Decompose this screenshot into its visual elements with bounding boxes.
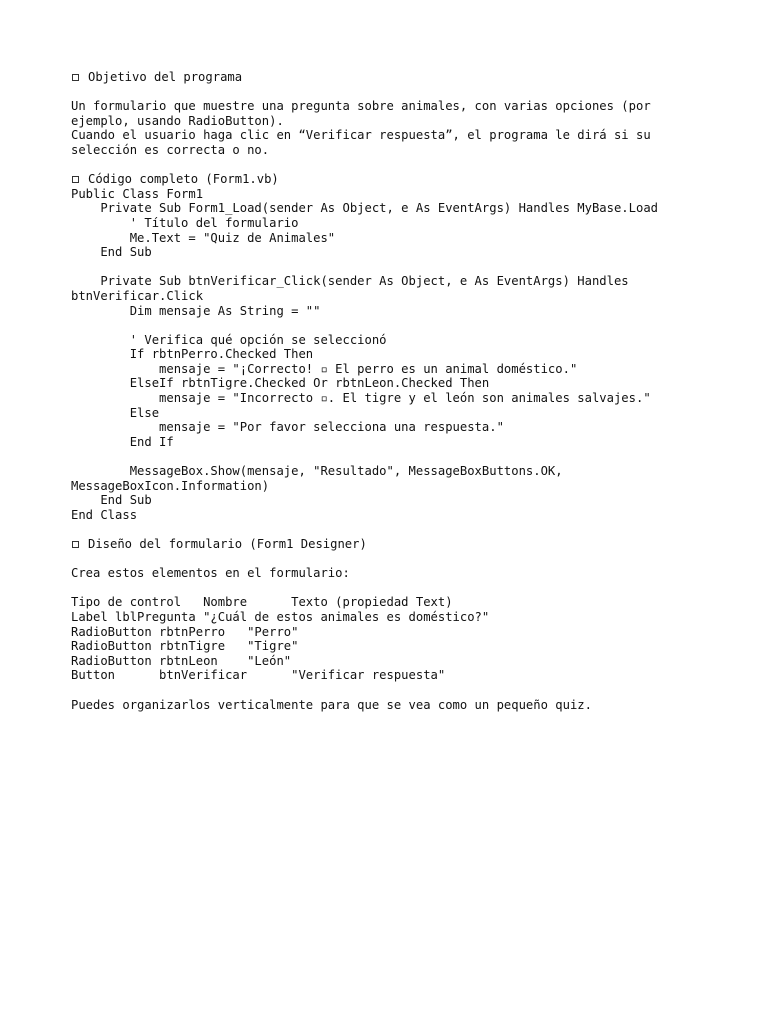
section-design-title: Diseño del formulario (Form1 Designer) bbox=[88, 537, 367, 551]
closing-text: Puedes organizarlos verticalmente para que se vea como un pequeño quiz. bbox=[71, 697, 592, 712]
code-line: btnVerificar.Click bbox=[71, 288, 204, 303]
code-line: End Sub bbox=[71, 245, 152, 260]
intro-line: Un formulario que muestre una pregunta sobre animales, con varias opciones (por bbox=[71, 99, 651, 114]
code-line: ElseIf rbtnTigre.Checked Or rbtnLeon.Checked Then bbox=[71, 376, 490, 391]
section-code-heading bbox=[71, 172, 751, 187]
code-line: End Sub bbox=[71, 493, 152, 508]
code-line: End If bbox=[71, 434, 174, 449]
intro-line: ejemplo, usando RadioButton). bbox=[71, 113, 284, 128]
code-line: mensaje = "Por favor selecciona una respuesta." bbox=[71, 420, 504, 435]
code-line: mensaje = "Incorrecto ▫. El tigre y el león son animales salvajes." bbox=[71, 391, 651, 406]
controls-table bbox=[71, 595, 751, 683]
instruction-text: Crea estos elementos en el formulario: bbox=[71, 566, 350, 581]
square-bullet-icon bbox=[72, 541, 79, 548]
code-line: Dim mensaje As String = "" bbox=[71, 303, 321, 318]
code-line: mensaje = "¡Correcto! ▫ El perro es un animal doméstico." bbox=[71, 361, 578, 376]
code-line: ' Título del formulario bbox=[71, 215, 299, 230]
code-line: End Class bbox=[71, 507, 138, 522]
code-line: If rbtnPerro.Checked Then bbox=[71, 347, 314, 362]
document-page bbox=[71, 70, 751, 712]
code-line: MessageBoxIcon.Information) bbox=[71, 478, 270, 493]
intro-line: Cuando el usuario haga clic en “Verificar respuesta”, el programa le dirá si su bbox=[71, 128, 651, 143]
section-design-heading bbox=[71, 537, 751, 552]
intro-line: selección es correcta o no. bbox=[71, 142, 270, 157]
code-line bbox=[71, 260, 751, 275]
controls-table-row: RadioButton rbtnPerro "Perro" bbox=[71, 624, 299, 639]
code-line: Private Sub btnVerificar_Click(sender As Object, e As EventArgs) Handles bbox=[71, 274, 629, 289]
code-line: ' Verifica qué opción se seleccionó bbox=[71, 332, 387, 347]
controls-table-row: Label lblPregunta "¿Cuál de estos animales es doméstico?" bbox=[71, 609, 490, 624]
controls-table-row: RadioButton rbtnLeon "León" bbox=[71, 653, 292, 668]
square-bullet-icon bbox=[72, 74, 79, 81]
controls-table-row: Button btnVerificar "Verificar respuesta" bbox=[71, 668, 446, 683]
code-line: Me.Text = "Quiz de Animales" bbox=[71, 230, 336, 245]
code-block bbox=[71, 187, 751, 523]
section-code-title: Código completo (Form1.vb) bbox=[88, 172, 279, 187]
code-line: Else bbox=[71, 405, 160, 420]
code-line bbox=[71, 449, 751, 464]
controls-table-header: Tipo de control Nombre Texto (propiedad Text) bbox=[71, 595, 453, 610]
code-line: Private Sub Form1_Load(sender As Object, e As EventArgs) Handles MyBase.Load bbox=[71, 201, 658, 216]
controls-table-row: RadioButton rbtnTigre "Tigre" bbox=[71, 639, 299, 654]
code-line: Public Class Form1 bbox=[71, 186, 204, 201]
intro-paragraph bbox=[71, 99, 751, 157]
section-objective-heading bbox=[71, 70, 751, 85]
code-line bbox=[71, 318, 751, 333]
square-bullet-icon bbox=[72, 176, 79, 183]
code-line: MessageBox.Show(mensaje, "Resultado", MessageBoxButtons.OK, bbox=[71, 464, 563, 479]
section-objective-title: Objetivo del programa bbox=[88, 70, 243, 84]
